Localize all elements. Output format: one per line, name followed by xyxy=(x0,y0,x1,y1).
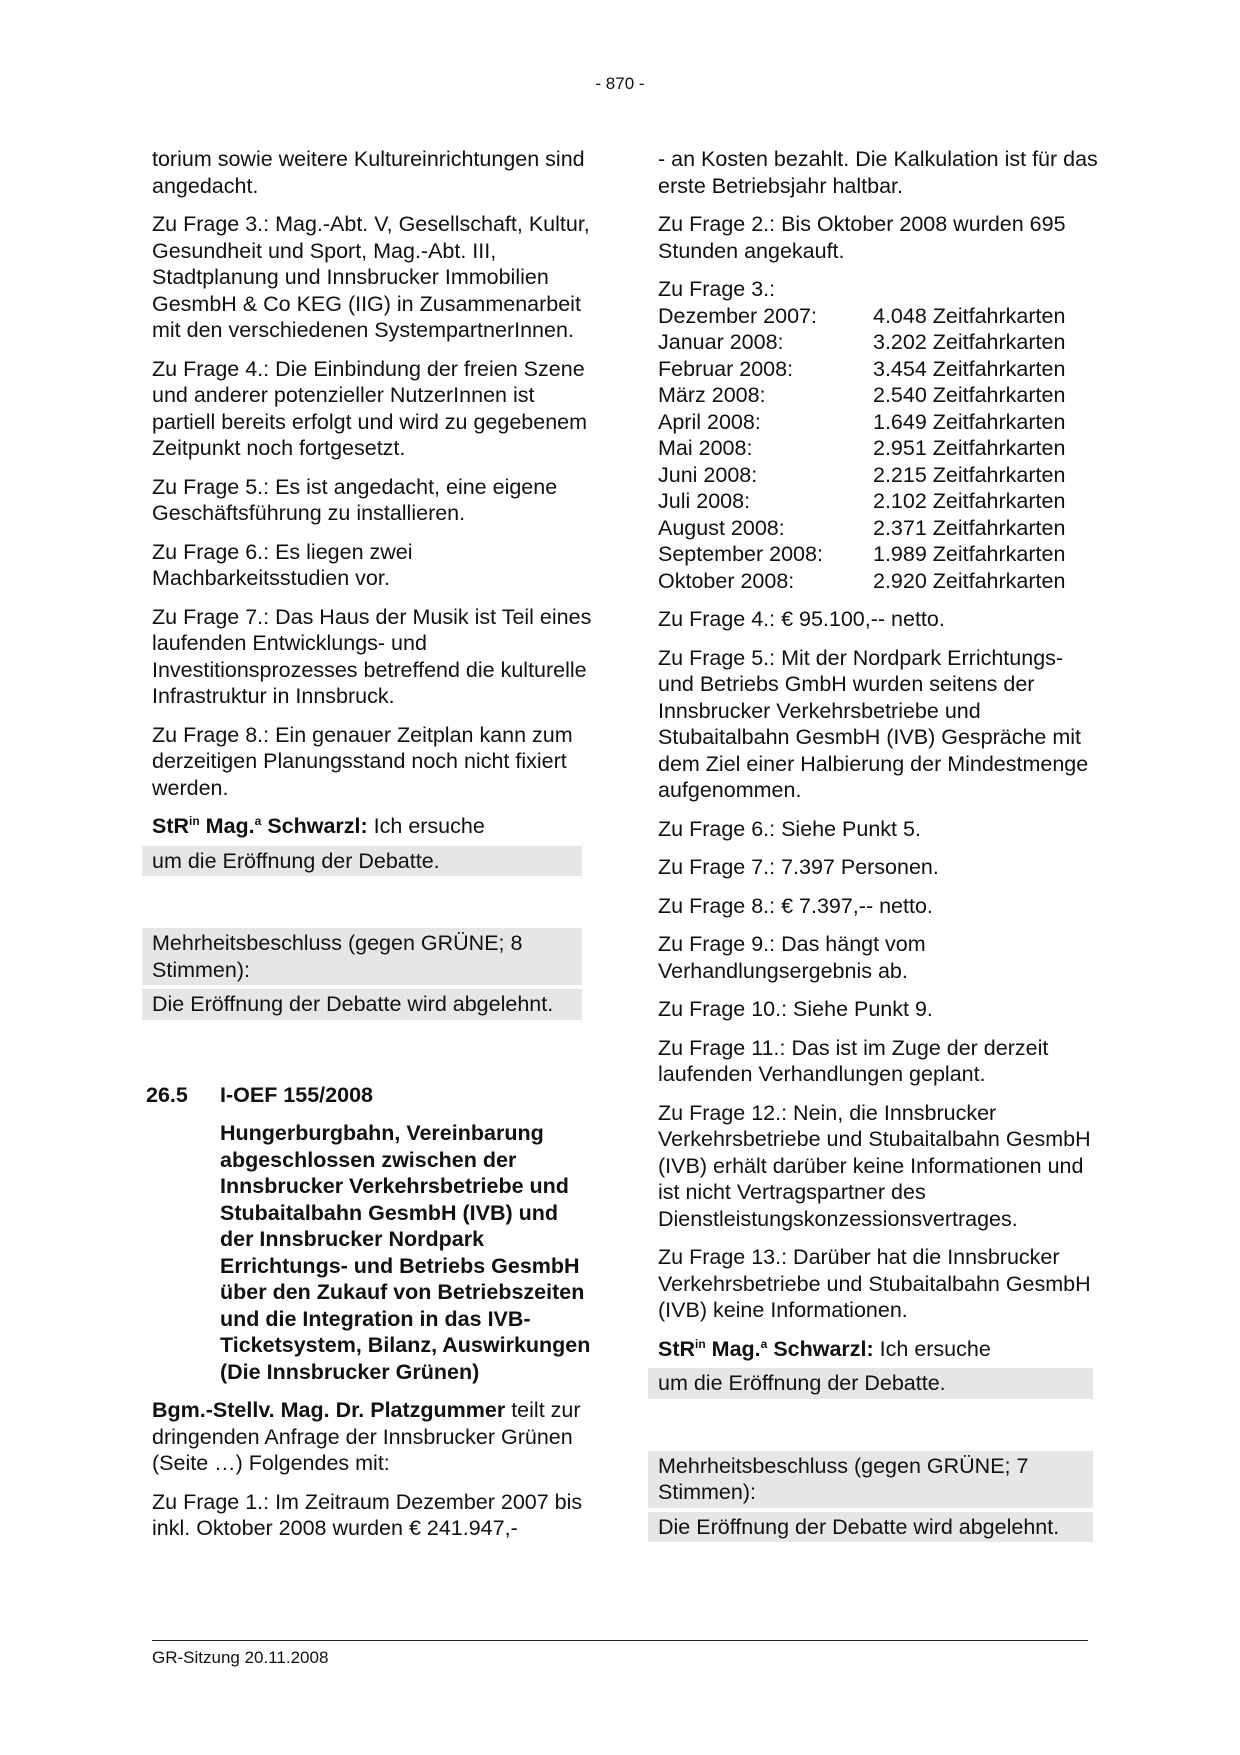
debate-request: um die Eröffnung der Debatte. xyxy=(142,846,582,877)
q3-label: Zu Frage 3.: xyxy=(658,277,776,301)
month-label: März 2008: xyxy=(658,383,766,407)
speaker-line xyxy=(152,813,592,840)
table-row xyxy=(658,303,1103,330)
month-value: 2.920 Zeitfahrkarten xyxy=(873,568,1066,593)
table-row xyxy=(658,356,1103,383)
speaker-text: Ich ersuche xyxy=(873,1336,991,1361)
paragraph: Zu Frage 9.: Das hängt vom Verhandlungsergebnis ab. xyxy=(658,932,926,983)
paragraph: Zu Frage 12.: Nein, die Innsbrucker Verkehrsbetriebe und Stubaitalbahn GesmbH (IVB) erhält darüber keine Informationen und ist nicht Vertragspartner des Dienstleistungskonzessionsvertrages. xyxy=(658,1100,1091,1231)
month-value: 2.102 Zeitfahrkarten xyxy=(873,489,1066,513)
month-value: 2.540 Zeitfahrkarten xyxy=(873,383,1066,407)
table-row xyxy=(658,409,1103,436)
paragraph: Zu Frage 11.: Das ist im Zuge der derzeit laufenden Verhandlungen geplant. xyxy=(658,1035,1049,1086)
month-label: Mai 2008: xyxy=(658,436,753,460)
answer-intro: Bgm.-Stellv. Mag. Dr. Platzgummer teilt zur dringenden Anfrage der Innsbrucker Grünen (Seite …) Folgendes mit: xyxy=(152,1398,581,1475)
month-label: Juli 2008: xyxy=(658,489,751,513)
paragraph: Zu Frage 8.: Ein genauer Zeitplan kann zum derzeitigen Planungsstand noch nicht fixiert werden. xyxy=(152,722,573,800)
paragraph: Zu Frage 1.: Im Zeitraum Dezember 2007 bis inkl. Oktober 2008 wurden € 241.947,- xyxy=(152,1489,583,1540)
motion-subject: Hungerburgbahn, Vereinbarung abgeschlossen zwischen der Innsbrucker Verkehrsbetriebe und Stubaitalbahn GesmbH (IVB) und der Innsbrucker Nordpark Errichtungs- und Betriebs GesmbH über den Zukauf von Betriebszeiten und die Integration in das IVB-Ticketsystem, Bilanz, Auswirkungen (Die Innsbrucker Grünen) xyxy=(220,1121,591,1384)
month-label: Januar 2008: xyxy=(658,330,784,354)
month-label: September 2008: xyxy=(658,542,823,566)
table-row xyxy=(658,462,1103,489)
paragraph: Zu Frage 8.: € 7.397,-- netto. xyxy=(658,893,933,918)
table-row xyxy=(658,435,1103,462)
paragraph: Zu Frage 13.: Darüber hat die Innsbrucker Verkehrsbetriebe und Stubaitalbahn GesmbH (IVB) keine Informationen. xyxy=(658,1245,1091,1322)
right-column xyxy=(658,146,1103,1542)
month-value: 3.454 Zeitfahrkarten xyxy=(873,356,1066,381)
month-value: 2.951 Zeitfahrkarten xyxy=(873,436,1066,460)
paragraph: Zu Frage 10.: Siehe Punkt 9. xyxy=(658,997,933,1021)
paragraph: Zu Frage 5.: Es ist angedacht, eine eigene Geschäftsführung zu installieren. xyxy=(152,474,558,525)
motion-number: 26.5 xyxy=(146,1082,188,1107)
month-value: 4.048 Zeitfahrkarten xyxy=(873,303,1066,328)
motion-code: I-OEF 155/2008 xyxy=(220,1082,373,1107)
month-label: Juni 2008: xyxy=(658,462,758,487)
decision-result: Die Eröffnung der Debatte wird abgelehnt. xyxy=(648,1512,1093,1543)
monthly-cards-table xyxy=(658,276,1103,594)
decision-type: Mehrheitsbeschluss (gegen GRÜNE; 8 Stimmen): xyxy=(142,928,582,985)
decision-result: Die Eröffnung der Debatte wird abgelehnt. xyxy=(142,989,582,1020)
table-row xyxy=(658,488,1103,515)
month-label: Oktober 2008: xyxy=(658,568,795,593)
month-label: Februar 2008: xyxy=(658,356,794,381)
paragraph: - an Kosten bezahlt. Die Kalkulation ist für das erste Betriebsjahr haltbar. xyxy=(658,147,1098,198)
month-value: 2.371 Zeitfahrkarten xyxy=(873,515,1066,540)
month-value: 1.989 Zeitfahrkarten xyxy=(873,542,1066,566)
table-row xyxy=(658,515,1103,542)
paragraph: Zu Frage 4.: € 95.100,-- netto. xyxy=(658,607,945,631)
speaker-text: Ich ersuche xyxy=(367,814,485,838)
paragraph: Zu Frage 2.: Bis Oktober 2008 wurden 695 Stunden angekauft. xyxy=(658,212,1066,263)
answer-speaker: Bgm.-Stellv. Mag. Dr. Platzgummer xyxy=(152,1398,506,1422)
speaker-line xyxy=(658,1336,1103,1363)
motion-heading xyxy=(146,1082,592,1386)
footer-divider xyxy=(152,1640,1088,1641)
table-row xyxy=(658,382,1103,409)
month-value: 2.215 Zeitfahrkarten xyxy=(873,462,1066,487)
paragraph: Zu Frage 6.: Siehe Punkt 5. xyxy=(658,816,921,841)
paragraph: Zu Frage 7.: 7.397 Personen. xyxy=(658,855,939,879)
table-row xyxy=(658,329,1103,356)
left-column xyxy=(146,146,592,1554)
month-value: 3.202 Zeitfahrkarten xyxy=(873,330,1066,354)
table-row xyxy=(658,541,1103,568)
page-number: - 870 - xyxy=(595,74,645,93)
table-row xyxy=(658,568,1103,595)
decision-type: Mehrheitsbeschluss (gegen GRÜNE; 7 Stimmen): xyxy=(648,1451,1093,1508)
month-value: 1.649 Zeitfahrkarten xyxy=(873,409,1066,434)
paragraph: Zu Frage 3.: Mag.-Abt. V, Gesellschaft, Kultur, Gesundheit und Sport, Mag.-Abt. III, Stadtplanung und Innsbrucker Immobilien GesmbH & Co KEG (IIG) in Zusammenarbeit mit den verschiedenen SystempartnerInnen. xyxy=(152,212,590,342)
speaker-name: StR$^{in}$ Mag.$^a$ Schwarzl: xyxy=(658,1336,874,1361)
footer: GR-Sitzung 20.11.2008 xyxy=(152,1648,329,1667)
paragraph: Zu Frage 7.: Das Haus der Musik ist Teil eines laufenden Entwicklungs- und Investitionsprozesses betreffend die kulturelle Infrastruktur in Innsbruck. xyxy=(152,604,592,708)
paragraph: Zu Frage 6.: Es liegen zwei Machbarkeitsstudien vor. xyxy=(152,539,413,590)
debate-request: um die Eröffnung der Debatte. xyxy=(648,1368,1093,1399)
month-label: April 2008: xyxy=(658,409,761,434)
paragraph: torium sowie weitere Kultureinrichtungen sind angedacht. xyxy=(152,147,585,198)
speaker-name: StR$^{in}$ Mag.$^a$ Schwarzl: xyxy=(152,813,368,838)
month-label: August 2008: xyxy=(658,515,785,540)
month-label: Dezember 2007: xyxy=(658,303,817,328)
paragraph: Zu Frage 5.: Mit der Nordpark Errichtungs- und Betriebs GmbH wurden seitens der Innsbrucker Verkehrsbetriebe und Stubaitalbahn GesmbH (IVB) Gespräche mit dem Ziel einer Halbierung der Mindestmenge aufgenommen. xyxy=(658,645,1089,802)
paragraph: Zu Frage 4.: Die Einbindung der freien Szene und anderer potenzieller NutzerInnen ist partiell bereits erfolgt und wird zu gegebenem Zeitpunkt noch fortgesetzt. xyxy=(152,356,588,460)
